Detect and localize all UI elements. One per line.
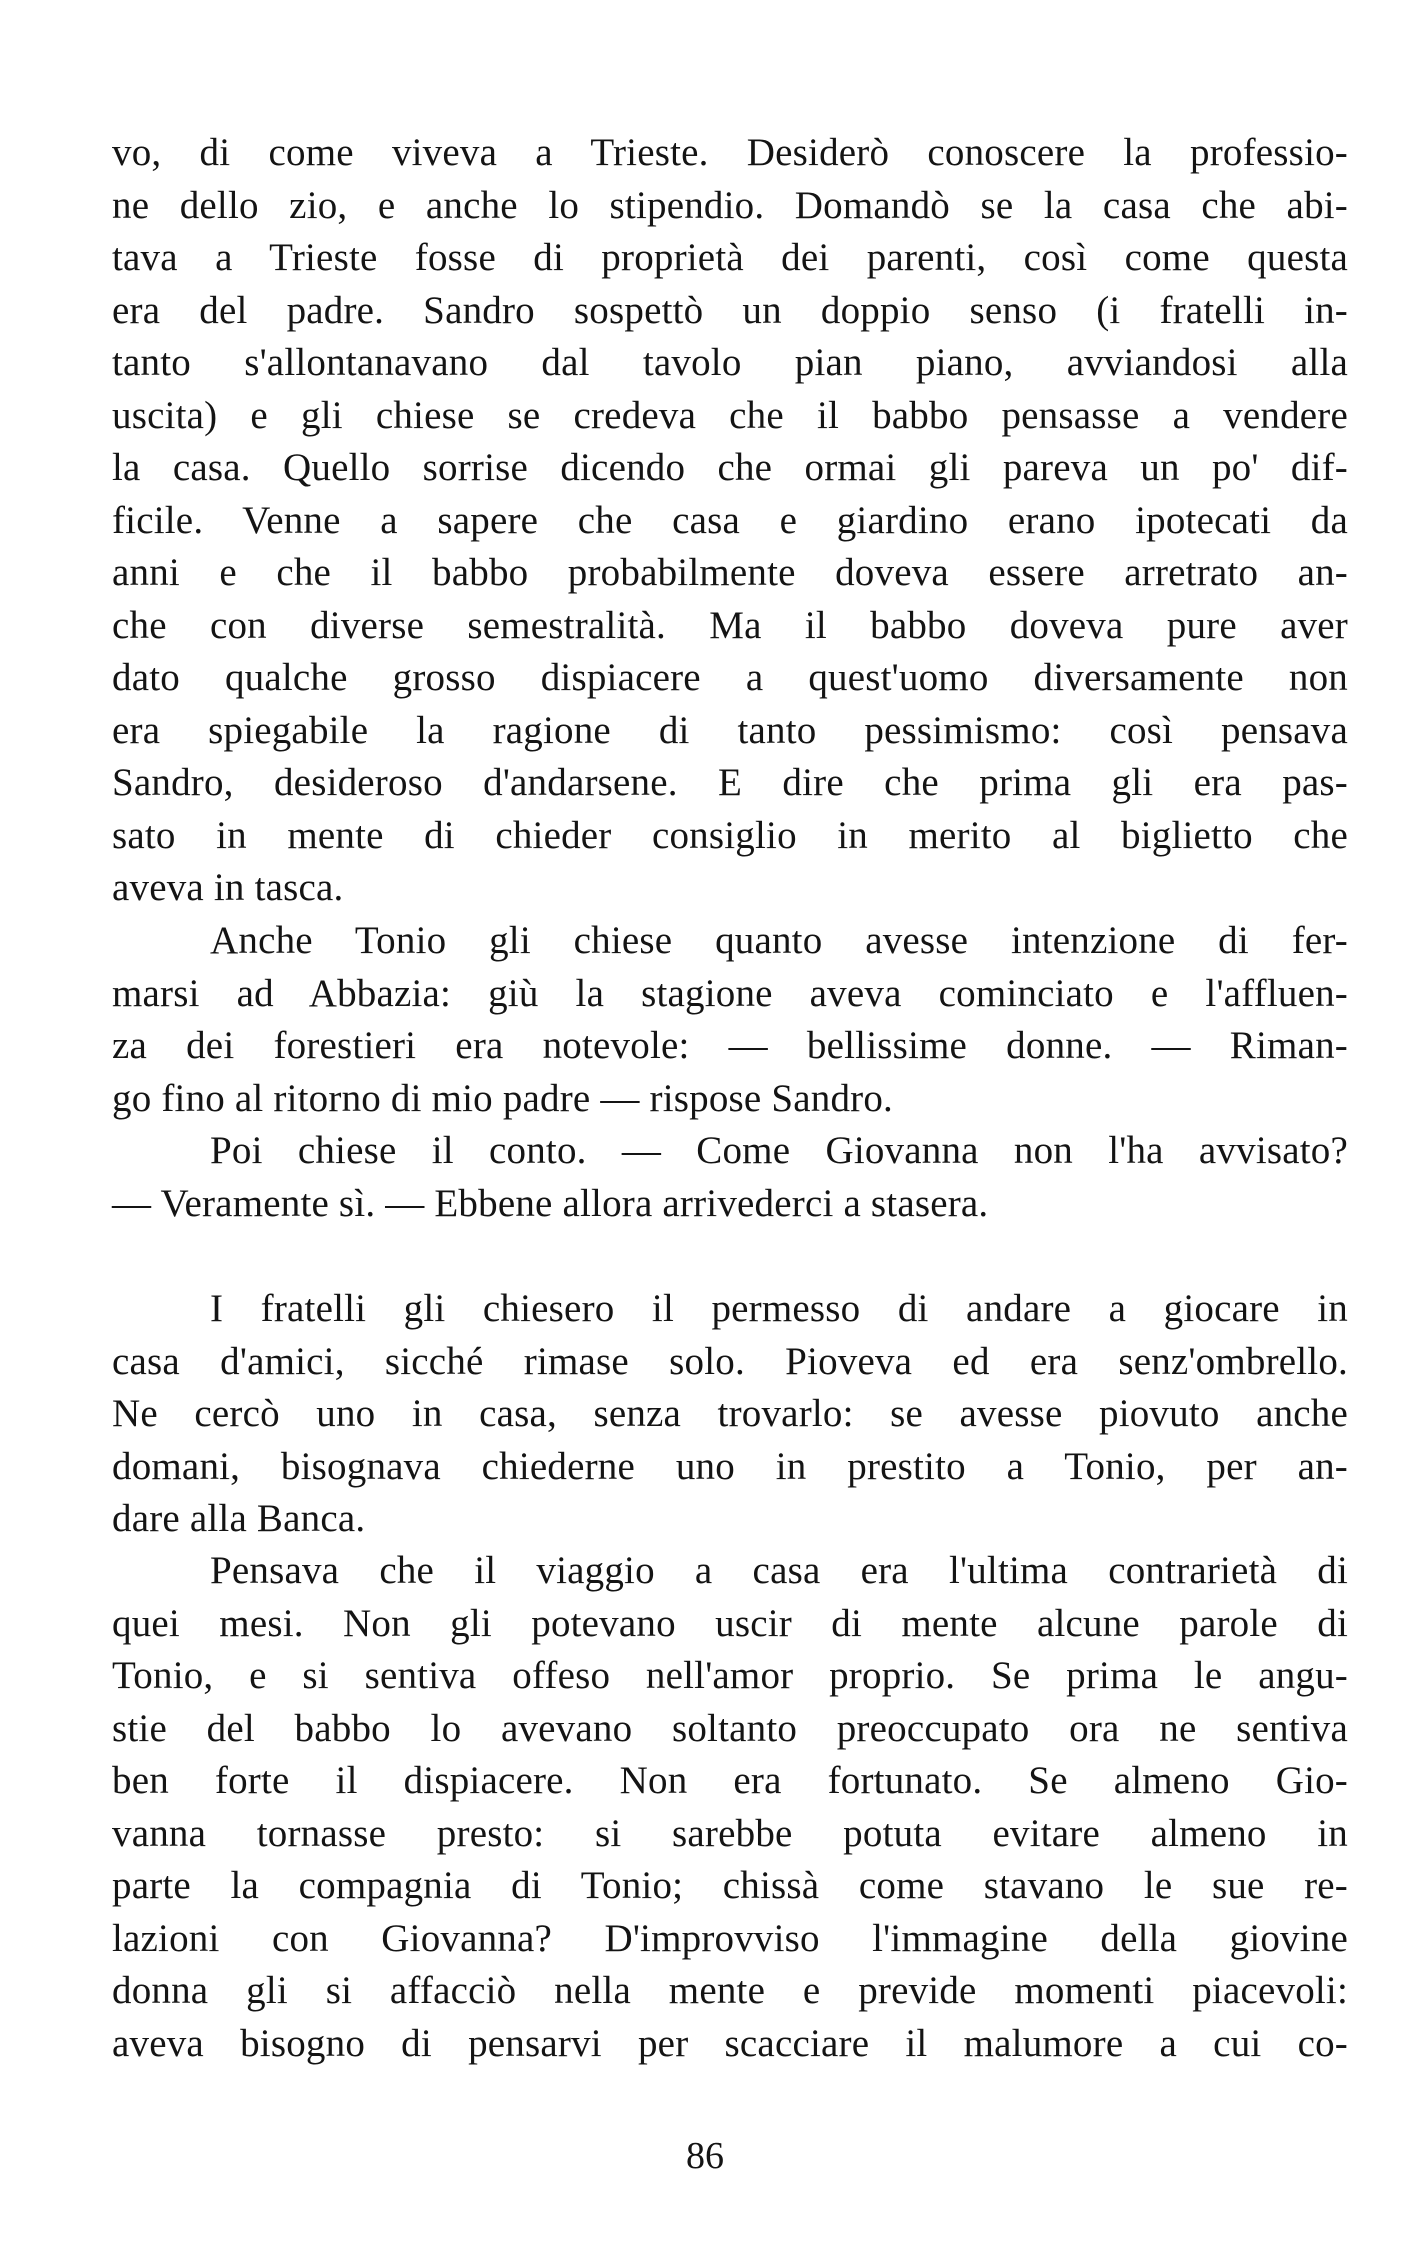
text-line: uscita) e gli chiese se credeva che il babbo pensasse a vendere	[112, 393, 1348, 437]
text-line: donna gli si affacciò nella mente e previde momenti piacevoli:	[112, 1969, 1348, 2012]
text-line: era del padre. Sandro sospettò un doppio senso (i fratelli in-	[112, 288, 1348, 332]
text-line: casa d'amici, sicché rimase solo. Pioveva ed era senz'ombrello.	[112, 1339, 1348, 1383]
text-line: Pensava che il viaggio a casa era l'ultima contrarietà di	[210, 1549, 1348, 1592]
text-line: domani, bisognava chiederne uno in prestito a Tonio, per an-	[112, 1444, 1348, 1488]
text-line: ficile. Venne a sapere che casa e giardino erano ipotecati da	[112, 498, 1348, 542]
text-line: quei mesi. Non gli potevano uscir di mente alcune parole di	[112, 1601, 1348, 1645]
text-line: ben forte il dispiacere. Non era fortunato. Se almeno Gio-	[112, 1759, 1348, 1802]
paragraph-3	[112, 1125, 1348, 1230]
text-line: tava a Trieste fosse di proprietà dei parenti, così come questa	[112, 236, 1348, 279]
text-line: za dei forestieri era notevole: — bellissime donne. — Riman-	[112, 1024, 1348, 1067]
text-line: marsi ad Abbazia: giù la stagione aveva cominciato e l'affluen-	[112, 971, 1348, 1015]
paragraph-1	[112, 127, 1348, 915]
text-line: Ne cercò uno in casa, senza trovarlo: se avesse piovuto anche	[112, 1392, 1348, 1435]
text-line: tanto s'allontanavano dal tavolo pian piano, avviandosi alla	[112, 341, 1348, 384]
text-line: dare alla Banca.	[112, 1497, 366, 1540]
text-line: aveva in tasca.	[112, 866, 344, 909]
text-line: dato qualche grosso dispiacere a quest'uomo diversamente non	[112, 656, 1348, 699]
text-line: Anche Tonio gli chiese quanto avesse intenzione di fer-	[210, 919, 1348, 962]
paragraph-4	[112, 1283, 1348, 1546]
text-line: lazioni con Giovanna? D'improvviso l'immagine della giovine	[112, 1916, 1348, 1960]
paragraph-5	[112, 1545, 1348, 2070]
text-line: go fino al ritorno di mio padre — rispose Sandro.	[112, 1076, 894, 1120]
text-line: anni e che il babbo probabilmente doveva essere arretrato an-	[112, 551, 1348, 594]
text-line: vanna tornasse presto: si sarebbe potuta evitare almeno in	[112, 1811, 1348, 1855]
text-line: la casa. Quello sorrise dicendo che ormai gli pareva un po' dif-	[112, 446, 1348, 489]
text-line: I fratelli gli chiesero il permesso di andare a giocare in	[210, 1287, 1348, 1330]
text-line: aveva bisogno di pensarvi per scacciare il malumore a cui co-	[112, 2021, 1348, 2065]
text-line: Tonio, e si sentiva offeso nell'amor proprio. Se prima le angu-	[112, 1654, 1348, 1697]
text-line: sato in mente di chieder consiglio in merito al biglietto che	[112, 813, 1348, 857]
text-line: ne dello zio, e anche lo stipendio. Domandò se la casa che abi-	[112, 183, 1348, 227]
text-line: vo, di come viveva a Trieste. Desiderò conoscere la professio-	[112, 131, 1348, 174]
text-line: parte la compagnia di Tonio; chissà come stavano le sue re-	[112, 1864, 1348, 1907]
text-line: Poi chiese il conto. — Come Giovanna non l'ha avvisato?	[210, 1129, 1348, 1172]
text-line: che con diverse semestralità. Ma il babbo doveva pure aver	[112, 603, 1348, 647]
page-number: 86	[686, 2135, 724, 2177]
text-line: stie del babbo lo avevano soltanto preoccupato ora ne sentiva	[112, 1706, 1348, 1750]
text-line: Sandro, desideroso d'andarsene. E dire che prima gli era pas-	[112, 761, 1348, 804]
text-line: — Veramente sì. — Ebbene allora arrivederci a stasera.	[112, 1181, 989, 1225]
text-line: era spiegabile la ragione di tanto pessimismo: così pensava	[112, 708, 1348, 752]
paragraph-2	[112, 915, 1348, 1125]
